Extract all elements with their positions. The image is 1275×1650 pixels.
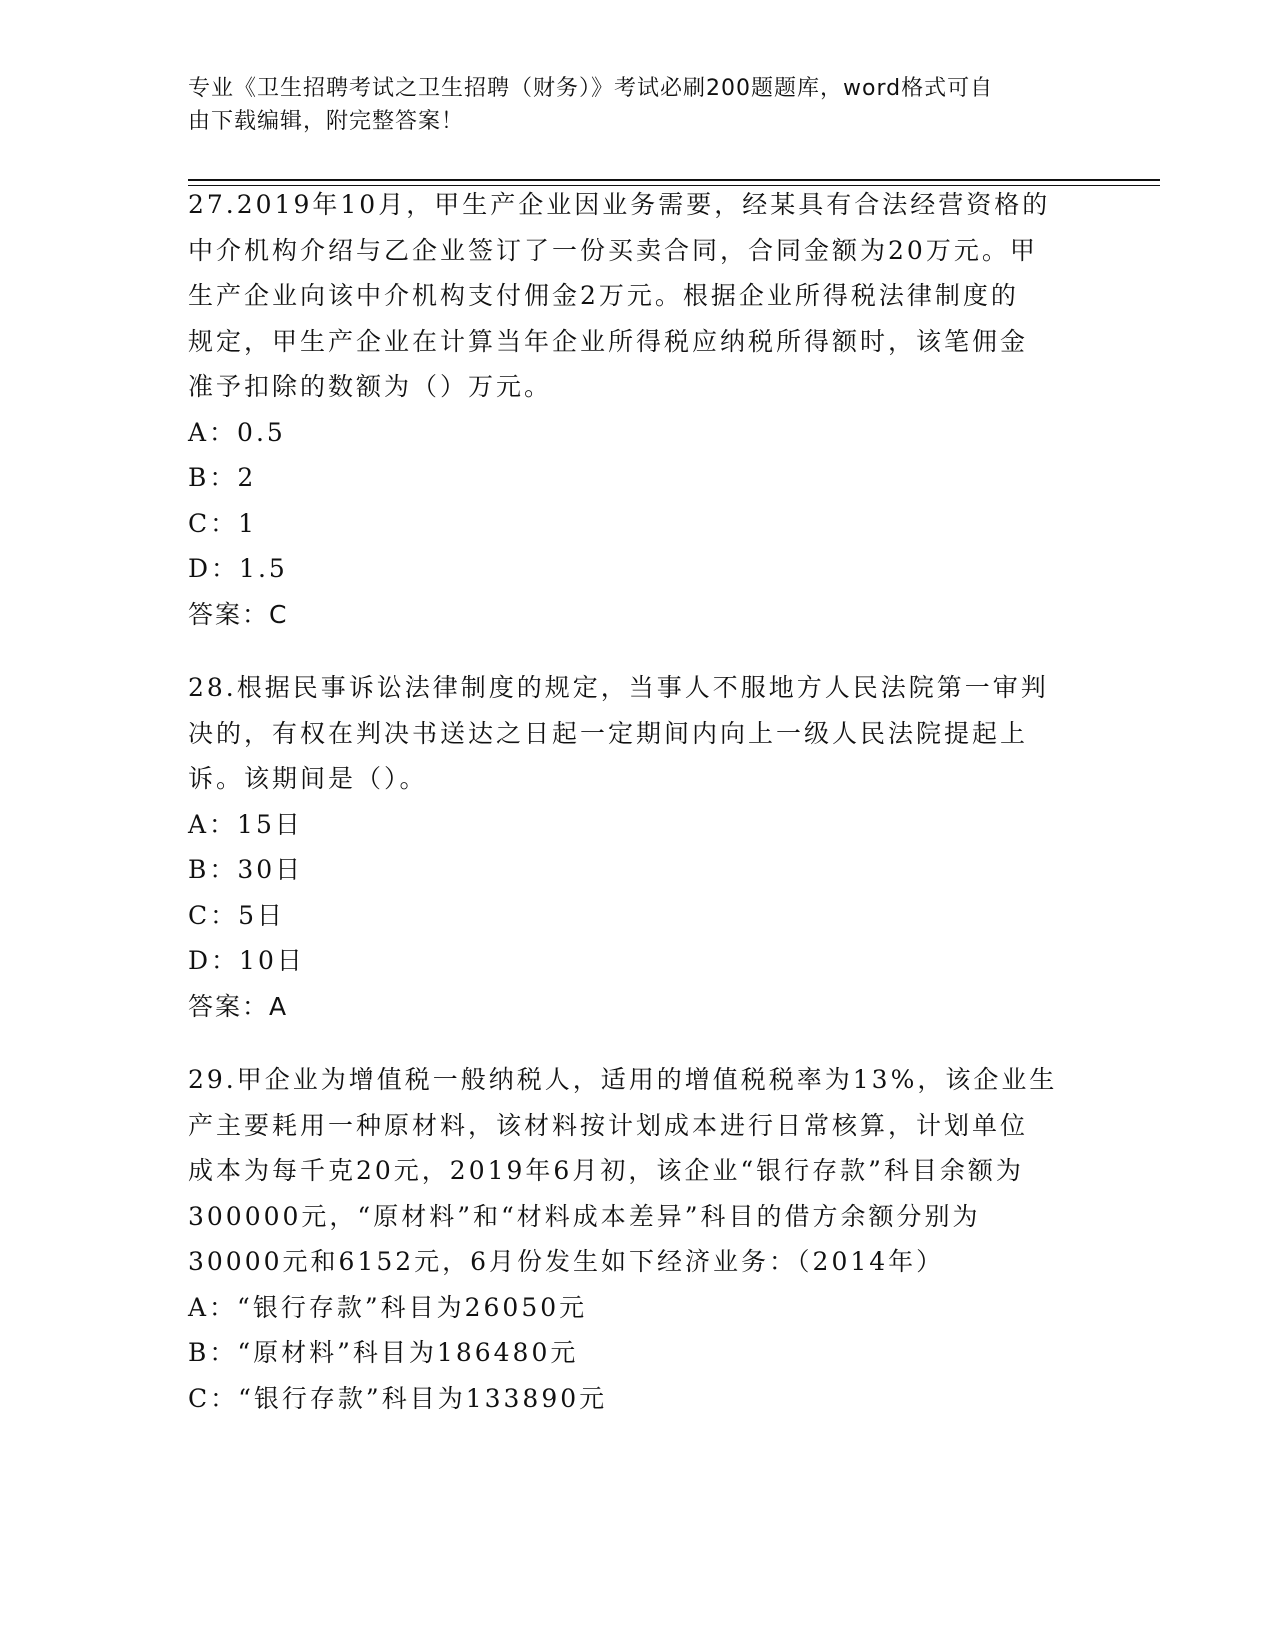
question-line: 28.根据民事诉讼法律制度的规定，当事人不服地方人民法院第一审判 bbox=[188, 673, 1049, 702]
answer: 答案：A bbox=[188, 991, 289, 1021]
option-b: B：2 bbox=[188, 463, 257, 492]
question-28 bbox=[188, 665, 1088, 1029]
question-line: 准予扣除的数额为（）万元。 bbox=[188, 372, 553, 401]
question-line: 诉。该期间是（）。 bbox=[188, 764, 428, 793]
question-29 bbox=[188, 1057, 1088, 1421]
option-b: B：30日 bbox=[188, 855, 304, 884]
question-line: 27.2019年10月，甲生产企业因业务需要，经某具有合法经营资格的 bbox=[188, 190, 1051, 219]
question-line: 规定，甲生产企业在计算当年企业所得税应纳税所得额时，该笔佣金 bbox=[188, 326, 1029, 356]
document-header bbox=[188, 72, 1068, 138]
header-line-2: 由下载编辑，附完整答案！ bbox=[188, 109, 465, 134]
question-line: 成本为每千克20元，2019年6月初，该企业“银行存款”科目余额为 bbox=[188, 1156, 1024, 1185]
header-rule-thick bbox=[188, 179, 1160, 181]
option-d: D：1.5 bbox=[188, 554, 288, 583]
question-27 bbox=[188, 182, 1088, 637]
question-line: 决的，有权在判决书送达之日起一定期间内向上一级人民法院提起上 bbox=[188, 718, 1029, 748]
option-a: A：“银行存款”科目为26050元 bbox=[188, 1292, 588, 1322]
header-line-1: 专业《卫生招聘考试之卫生招聘（财务）》考试必刷200题题库，word格式可自 bbox=[188, 76, 994, 101]
question-line: 生产企业向该中介机构支付佣金2万元。根据企业所得税法律制度的 bbox=[188, 281, 1019, 310]
option-a: A：15日 bbox=[188, 809, 303, 839]
option-c: C：1 bbox=[188, 508, 258, 538]
question-line: 29.甲企业为增值税一般纳税人，适用的增值税税率为13%，该企业生 bbox=[188, 1065, 1058, 1094]
question-line: 产主要耗用一种原材料，该材料按计划成本进行日常核算，计划单位 bbox=[188, 1110, 1029, 1140]
question-line: 30000元和6152元，6月份发生如下经济业务：（2014年） bbox=[188, 1247, 945, 1276]
question-line: 300000元，“原材料”和“材料成本差异”科目的借方余额分别为 bbox=[188, 1201, 981, 1231]
option-d: D：10日 bbox=[188, 946, 305, 975]
answer: 答案：C bbox=[188, 599, 289, 629]
option-c: C：5日 bbox=[188, 900, 286, 930]
option-b: B：“原材料”科目为186480元 bbox=[188, 1338, 579, 1367]
option-a: A：0.5 bbox=[188, 417, 286, 447]
option-c: C：“银行存款”科目为133890元 bbox=[188, 1383, 608, 1413]
question-line: 中介机构介绍与乙企业签订了一份买卖合同，合同金额为20万元。甲 bbox=[188, 235, 1038, 265]
